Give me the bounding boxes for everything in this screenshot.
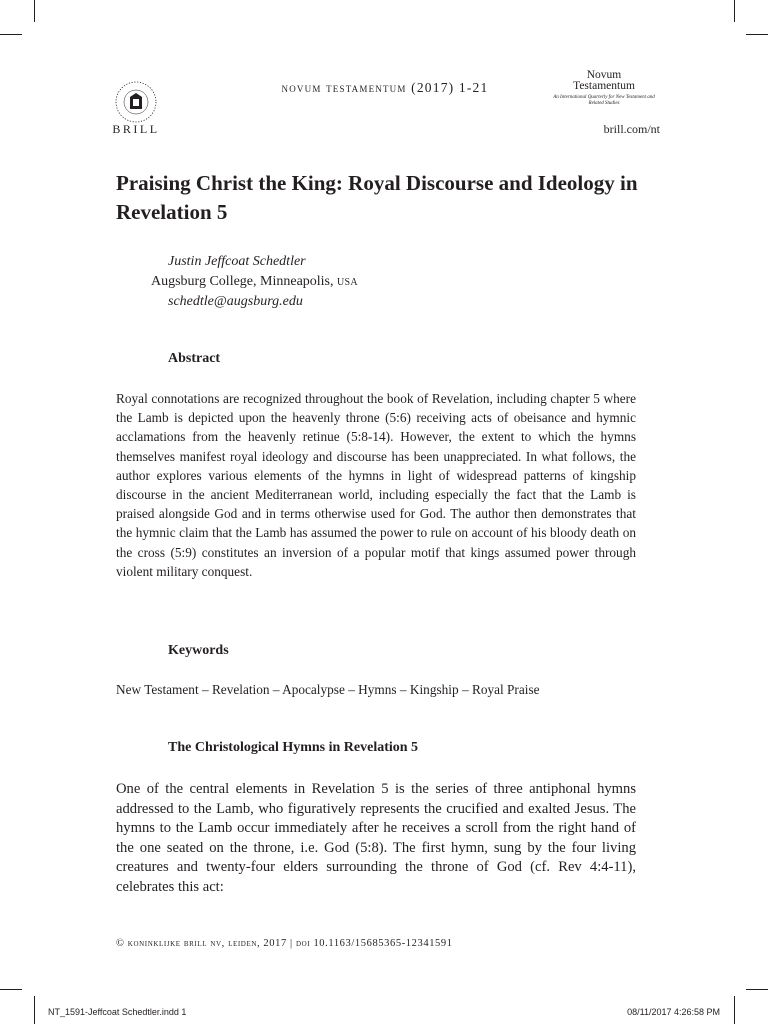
journal-logo-tagline: An International Quarterly for New Testament and Related Studies	[553, 95, 655, 106]
publisher-url[interactable]: brill.com/nt	[603, 122, 660, 136]
author-name: Justin Jeffcoat Schedtler	[168, 254, 306, 269]
affiliation-country: usa	[337, 274, 358, 289]
crop-mark-bottom-right-h	[746, 989, 768, 990]
journal-logo	[548, 70, 660, 107]
crop-mark-top-left-h	[0, 34, 22, 35]
journal-logo-line2: Testamentum	[573, 80, 635, 92]
crop-mark-top-left	[34, 0, 35, 22]
publisher-name: BRILL	[112, 122, 160, 136]
crop-mark-bottom-left	[34, 996, 35, 1024]
keywords-heading: Keywords	[168, 643, 229, 658]
crop-mark-bottom-left-h	[0, 989, 22, 990]
keywords-text: New Testament – Revelation – Apocalypse – Hymns – Kingship – Royal Praise	[116, 682, 540, 697]
running-head: novum testamentum (2017) 1-21	[281, 80, 489, 95]
section-heading: The Christological Hymns in Revelation 5	[168, 740, 419, 755]
crop-mark-top-right-h	[746, 34, 768, 35]
abstract-heading: Abstract	[168, 351, 221, 366]
section-body-text: One of the central elements in Revelation 5 is the series of three antiphonal hymns addressed to the Lamb, who figuratively represents the crucified and exalted Jesus. The hymns to the Lamb occur immediately after he receives a scroll from the right hand of the one seated on the throne, i.e. God (5:8). The first hymn, sung by the four living creatures and twenty-four elders surrounding the throne of God (cf. Rev 4:4-11), celebrates this act:	[116, 781, 636, 895]
author-email[interactable]: schedtle@augsburg.edu	[168, 294, 303, 309]
copyright-footer: © koninklijke brill nv, leiden, 2017 | doi 10.1163/15685365-12341591	[116, 938, 453, 949]
abstract-text: Royal connotations are recognized throughout the book of Revelation, including chapter 5 where the Lamb is depicted upon the heavenly throne (5:6) receiving acts of obeisance and hymnic acclamations from the heavenly retinue (5:8-14). However, the extent to which the hymns themselves manifest royal ideology and discourse has been unappreciated. In what follows, the author explores various elements of the hymns in light of widespread patterns of kingship discourse in the ancient Mediterranean world, including especially the fact that the Lamb is praised alongside God and in terms otherwise used for God. The author then demonstrates that the hymnic claim that the Lamb has assumed the power to rule on account of his bloody death on the cross (5:9) constitutes an inversion of a popular motif that kings assumed power through violent military conquest.	[116, 391, 636, 579]
slug-filename: NT_1591-Jeffcoat Schedtler.indd 1	[48, 1007, 187, 1017]
journal-logo-line1: Novum	[586, 69, 622, 81]
article-title: Praising Christ the King: Royal Discourse and Ideology in Revelation 5	[116, 171, 638, 224]
slug-datetime: 08/11/2017 4:26:58 PM	[627, 1007, 720, 1017]
author-affiliation	[151, 274, 358, 290]
crop-mark-bottom-right	[734, 996, 735, 1024]
affiliation-text: Augsburg College, Minneapolis,	[151, 274, 334, 289]
crop-mark-top-right	[734, 0, 735, 22]
